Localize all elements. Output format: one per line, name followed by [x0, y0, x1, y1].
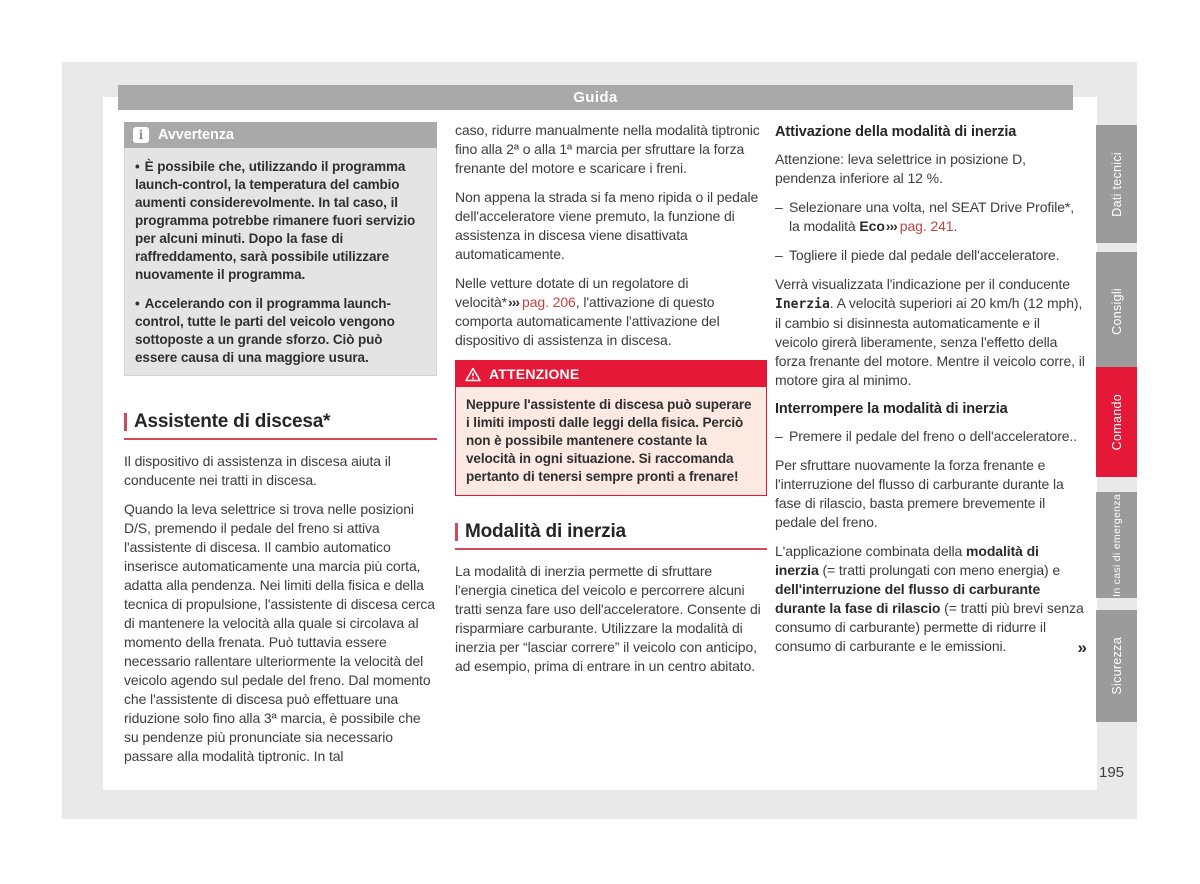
- paragraph-text: , l'attivazione di questo comporta automaticamente l'attivazione del dispositivo di assistenza in discesa.: [455, 294, 720, 348]
- note-box-header: [124, 122, 437, 148]
- paragraph: Il dispositivo di assistenza in discesa aiuta il conducente nei tratti in discesa.: [124, 453, 391, 488]
- paragraph-text: Nelle vetture dotate di un regolatore di velocità*: [455, 275, 689, 310]
- step-item: [775, 198, 1086, 236]
- tab-label: Sicurezza: [1109, 637, 1124, 695]
- display-indicator-text: Inerzia: [775, 297, 830, 312]
- paragraph: Per sfruttare nuovamente la forza frenante e l'interruzione del flusso di carburante durante la fase di rilascio, basta premere brevemente il pedale del freno.: [775, 457, 1064, 530]
- page-reference-link[interactable]: pag. 241: [899, 218, 954, 234]
- page-reference-link[interactable]: pag. 206: [522, 294, 576, 310]
- dash-marker: –: [775, 428, 783, 444]
- step-item: [775, 427, 1086, 446]
- paragraph-text: Verrà visualizzata l'indicazione per il conducente: [775, 276, 1070, 292]
- chapter-title: Guida: [573, 89, 618, 106]
- tab-consigli[interactable]: [1096, 252, 1137, 370]
- step-item: [775, 246, 1086, 265]
- tab-comando-active[interactable]: [1096, 367, 1137, 477]
- paragraph: Quando la leva selettrice si trova nelle posizioni D/S, premendo il pedale del freno si attiva l'assistente di discesa. Il cambio automatico inserisce automaticamente una marcia più corta, adatta alla pendenza. Nei limiti della fisica e della tecnica di propulsione, l'assistente di discesa cerca di mantenere la velocità alla quale si circolava al momento della frenata. Può tuttavia essere necessario rallentare ulteriormente la velocità del veicolo agendo sul pedale del freno. Dal momento che l'assistente di discesa può effettuare una riduzione solo fino alla 3ª marcia, è possibile che su pendenze più pronunciate sia necessario passare alla modalità tiptronic. In tal: [124, 501, 435, 764]
- paragraph-text: . A velocità superiori ai 20 km/h (12 mph), il cambio si disinnesta automaticamente e il veicolo girerà liberamente, senza l'effetto della forza frenante del motore. Mentre il veicolo corre, il motore gira al minimo.: [775, 295, 1085, 388]
- paragraph: Attenzione: leva selettrice in posizione D, pendenza inferiore al 12 %.: [775, 151, 1026, 186]
- attention-box-header: [456, 361, 766, 387]
- dash-marker: –: [775, 199, 783, 215]
- note-bullet: [135, 158, 426, 284]
- step-text: .: [953, 218, 958, 234]
- note-bullet-text: Accelerando con il programma launch-control, tutte le parti del veicolo vengono sottoposte a un grande sforzo. Ciò può essere causa di una maggiore usura.: [135, 296, 395, 365]
- tab-in-casi-di-emergenza[interactable]: [1096, 492, 1137, 598]
- section-title-modalita-di-inerzia: Modalità di inerzia: [455, 522, 767, 550]
- note-box: [124, 122, 437, 376]
- tab-label: Consigli: [1109, 287, 1124, 335]
- tab-label: Dati tecnici: [1109, 151, 1124, 217]
- paragraph-text: (= tratti prolungati con meno energia) e: [818, 562, 1061, 578]
- continuation-mark: »: [1077, 638, 1086, 657]
- tab-sicurezza[interactable]: [1096, 610, 1137, 722]
- paragraph-text: L'applicazione combinata della: [775, 543, 967, 559]
- section-title-assistente-di-discesa: Assistente di discesa*: [124, 412, 437, 440]
- dash-marker: –: [775, 247, 783, 263]
- note-bullet-text: È possibile che, utilizzando il programma launch-control, la temperatura del cambio aumenti considerevolmente. In tal caso, il programma potrebbe rimanere fuori servizio per alcuni minuti. Dopo la fase di raffreddamento, sarà possibile utilizzare nuovamente il programma.: [135, 159, 416, 282]
- cross-ref-arrow: ›››: [508, 294, 520, 310]
- warning-icon: [465, 367, 481, 382]
- note-bullet: [135, 295, 426, 367]
- note-box-title: Avvertenza: [158, 126, 234, 143]
- emphasis-eco: Eco: [859, 218, 885, 234]
- attention-box: [455, 360, 767, 496]
- bullet-marker: •: [135, 159, 140, 174]
- paragraph: [455, 274, 767, 350]
- paragraph: caso, ridurre manualmente nella modalità tiptronic fino alla 2ª o alla 1ª marcia per sfruttare la forza frenante del motore e scaricare i freni.: [455, 122, 760, 176]
- emphasis-text: modalità di inerzia: [775, 543, 1039, 578]
- attention-box-title: ATTENZIONE: [489, 365, 580, 382]
- paragraph: [775, 275, 1086, 390]
- tab-label: In casi di emergenza: [1110, 493, 1123, 597]
- step-text: Premere il pedale del freno o dell'acceleratore..: [789, 428, 1078, 444]
- column-left: [124, 122, 437, 776]
- subheading-interrompere: Interrompere la modalità di inerzia: [775, 401, 1008, 417]
- step-text: Togliere il piede dal pedale dell'acceleratore.: [789, 247, 1060, 263]
- bullet-marker: •: [135, 296, 140, 311]
- tab-dati-tecnici[interactable]: [1096, 125, 1137, 243]
- paragraph: [775, 542, 1086, 656]
- cross-ref-arrow: ›››: [885, 218, 897, 234]
- tab-label: Comando: [1109, 393, 1124, 451]
- column-middle: [455, 121, 767, 686]
- chapter-header-bar: [118, 85, 1073, 110]
- attention-box-body: Neppure l'assistente di discesa può superare i limiti imposti dalle leggi della fisica. Perciò non è possibile mantenere costante la velocità in ogni situazione. Si raccomanda pertanto di tenersi sempre pronti a frenare!: [456, 387, 766, 495]
- info-icon: i: [133, 127, 149, 143]
- page-number: 195: [1099, 764, 1125, 781]
- subheading-attivazione: Attivazione della modalità di inerzia: [775, 124, 1017, 140]
- paragraph-text: (= tratti più brevi senza consumo di carburante) permette di ridurre il consumo di carburante e le emissioni.: [775, 600, 1084, 654]
- step-text: Selezionare una volta, nel SEAT Drive Profile*, la modalità: [789, 199, 1075, 234]
- column-right: [775, 123, 1086, 666]
- note-box-body: [124, 148, 437, 376]
- paragraph: Non appena la strada si fa meno ripida o il pedale dell'acceleratore viene premuto, la funzione di assistenza in discesa viene disattivata automaticamente.: [455, 189, 759, 262]
- paragraph: La modalità di inerzia permette di sfruttare l'energia cinetica del veicolo e percorrere alcuni tratti senza fare uso dell'acceleratore. Consente di risparmiare carburante. Utilizzare la modalità di inerzia per “lasciar correre” il veicolo con anticipo, ad esempio, prima di entrare in un centro abitato.: [455, 563, 761, 674]
- emphasis-text: dell'interruzione del flusso di carburante durante la fase di rilascio: [775, 581, 1041, 616]
